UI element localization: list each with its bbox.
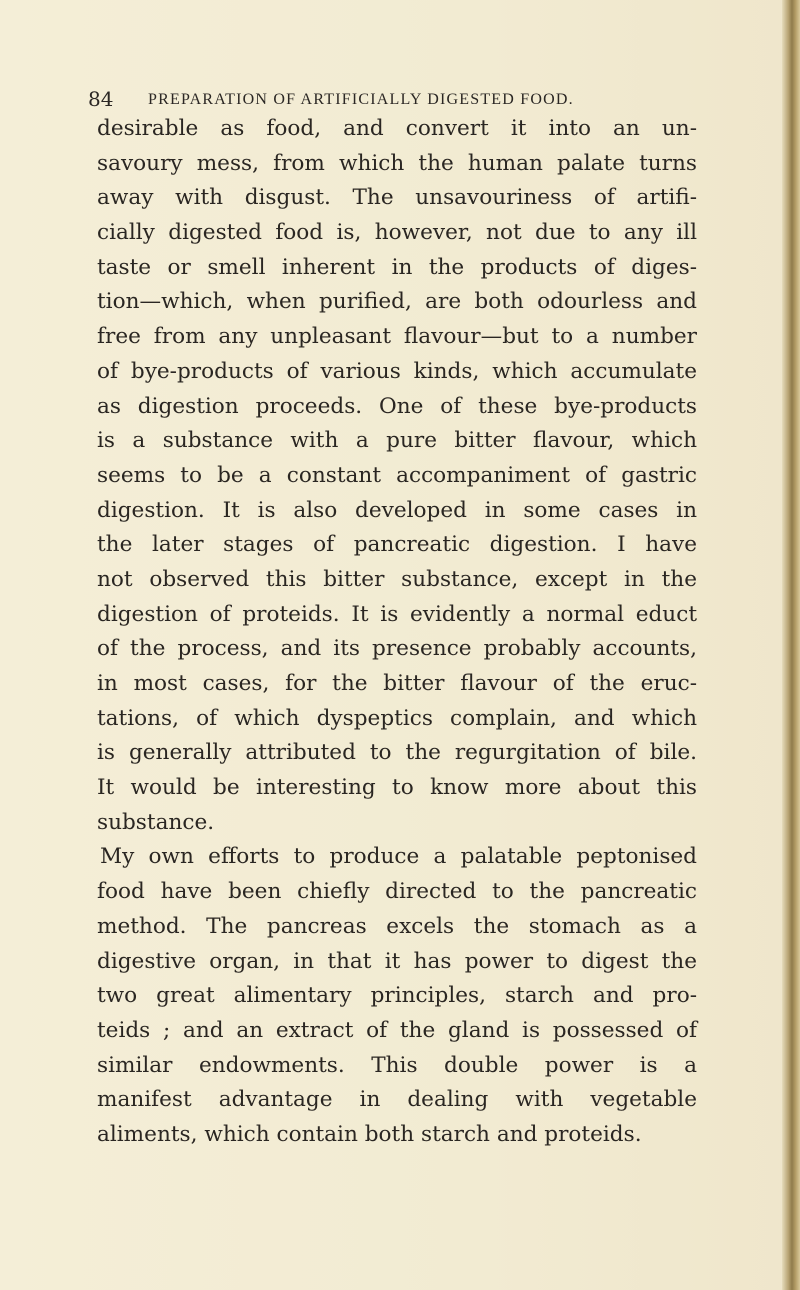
text-line: method. The pancreas excels the stomach as a — [97, 913, 697, 939]
text-line: savoury mess, from which the human palate turns — [97, 150, 697, 176]
text-line: digestion of proteids. It is evidently a normal educt — [97, 601, 697, 627]
text-line: is generally attributed to the regurgitation of bile. — [97, 740, 697, 766]
text-line: teids ; and an extract of the gland is possessed of — [97, 1017, 697, 1043]
text-line: digestive organ, in that it has power to digest the — [97, 948, 697, 974]
text-line: is a substance with a pure bitter flavour, which — [97, 428, 697, 454]
page-number: 84 — [88, 87, 114, 111]
text-line: the later stages of pancreatic digestion. I have — [97, 532, 697, 558]
paragraph-1 — [97, 112, 697, 840]
page-edge-shadow — [782, 0, 800, 1290]
text-line: desirable as food, and convert it into an un- — [97, 116, 697, 141]
text-line: taste or smell inherent in the products of diges- — [97, 254, 697, 280]
text-line: It would be interesting to know more about this — [97, 775, 697, 801]
text-line: tion—which, when purified, are both odourless and — [97, 289, 697, 315]
text-line: substance. — [97, 809, 215, 835]
text-line: of the process, and its presence probably accounts, — [97, 636, 697, 662]
text-line: digestion. It is also developed in some cases in — [97, 497, 697, 523]
paragraph-2 — [97, 840, 697, 1152]
text-line: two great alimentary principles, starch and pro- — [97, 983, 697, 1009]
text-line: as digestion proceeds. One of these bye-products — [97, 393, 697, 419]
text-line: away with disgust. The unsavouriness of artifi- — [97, 185, 697, 211]
body-text — [97, 112, 697, 1153]
text-line: similar endowments. This double power is a — [97, 1052, 697, 1078]
text-line: in most cases, for the bitter flavour of the eruc- — [97, 671, 697, 696]
text-line: food have been chiefly directed to the pancreatic — [97, 879, 697, 905]
text-line: My own efforts to produce a palatable peptonised — [100, 844, 697, 870]
text-line: cially digested food is, however, not due to any ill — [97, 220, 697, 246]
text-line: manifest advantage in dealing with vegetable — [97, 1087, 697, 1113]
text-line: free from any unpleasant flavour—but to a number — [97, 324, 697, 350]
text-line: of bye-products of various kinds, which accumulate — [97, 358, 697, 384]
running-head: PREPARATION OF ARTIFICIALLY DIGESTED FOOD. — [148, 91, 574, 108]
text-line: not observed this bitter substance, except in the — [97, 566, 697, 592]
text-line: aliments, which contain both starch and proteids. — [97, 1121, 642, 1147]
text-line: tations, of which dyspeptics complain, and which — [97, 705, 697, 731]
text-line: seems to be a constant accompaniment of gastric — [97, 462, 697, 488]
